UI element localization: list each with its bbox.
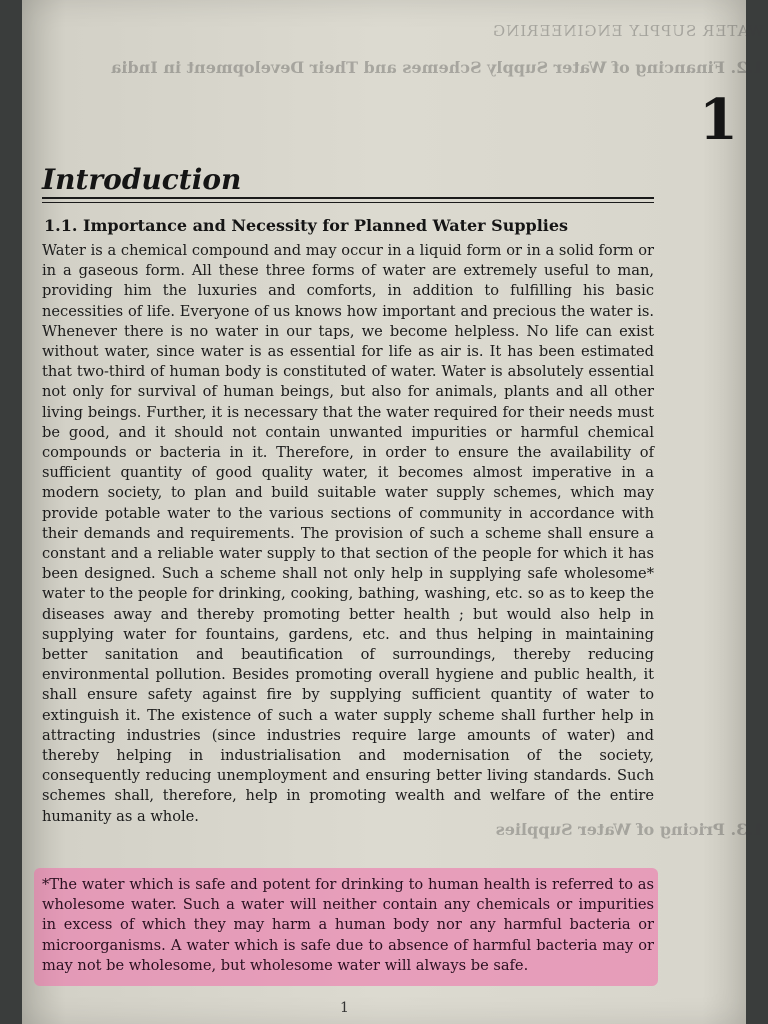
bleed-through-section-heading-2: 1.3. Pricing of Water Supplies <box>495 820 764 839</box>
body-paragraph: Water is a chemical compound and may occur in a liquid form or in a solid form or in a gaseous form. All these three forms of water are extremely useful to man, providing him the luxuries and comforts, in addition to fulfilling his basic necessities of life. Everyone of us knows how important and precious the water is. Whenever there is no water in our taps, we become helpless. No life can exist without water, since water is as essential for life as air is. It has been estimated that two-third of human body is constituted of water. Water is absolutely essential not only for survival of human beings, but also for animals, plants and all other living beings. Further, it is necessary that the water required for their needs must be good, and it should not contain unwanted impurities or harmful chemical compounds or bacteria in it. Therefore, in order to ensure the availability of sufficient quantity of good quality water, it becomes almost imperative in a modern society, to plan and build suitable water supply schemes, which may provide potable water to the various sections of community in accordance with their demands and requirements. The provision of such a scheme shall ensure a constant and a reliable water supply to that section of the people for which it has been designed. Such a scheme shall not only help in supplying safe wholesome* water to the people for drinking, cooking, bathing, washing, etc. so as to keep the diseases away and thereby promoting better health ; but would also help in supplying water for fountains, gardens, etc. and thus helping in maintaining better sanitation and beautification of surroundings, thereby reducing environmental pollution. Besides promoting overall hygiene and public health, it shall ensure safety against fire by supplying sufficient quantity of water to extinguish it. The existence of such a water supply scheme shall further help in attracting industries (since industries require large amounts of water) and thereby helping in industrialisation and modernisation of the society, consequently reducing unemployment and ensuring better living standards. Such schemes shall, therefore, help in promoting wealth and welfare of the entire humanity as a whole. <box>42 242 654 825</box>
section-heading: 1.1. Importance and Necessity for Planned Water Supplies <box>44 216 569 235</box>
bleed-through-section-heading: 1.2. Financing of Water Supply Schemes and Their Development in India <box>111 58 764 77</box>
chapter-number: 1 <box>699 87 738 153</box>
title-rule <box>42 197 654 199</box>
chapter-title: Introduction <box>42 163 242 196</box>
bleed-through-header: WATER SUPPLY ENGINEERING <box>492 22 764 40</box>
page-number: 1 <box>340 1000 349 1016</box>
title-rule-thin <box>42 202 654 203</box>
footnote-paragraph: *The water which is safe and potent for drinking to human health is referred to as wholesome water. Such a water will neither contain any chemicals or impurities in excess of which they may harm a human body nor any harmful bacteria or microorganisms. A water which is safe due to absence of harmful bacteria may or may not be wholesome, but wholesome water will always be safe. <box>42 876 654 974</box>
